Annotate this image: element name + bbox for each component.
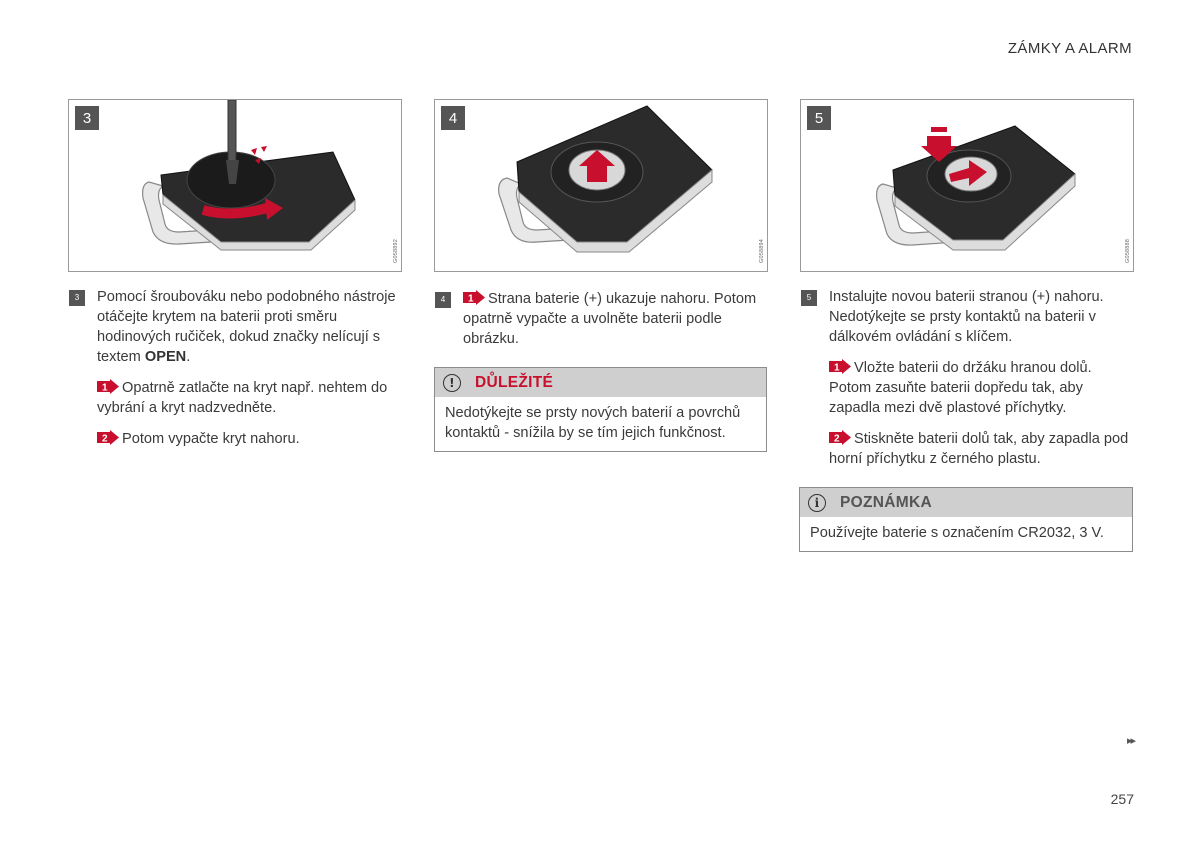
step-number-badge: 4 [435,292,451,308]
key-fob-illustration [69,100,402,272]
substep-1: 1 Vložte baterii do držáku hranou dolů. Potom zasuňte baterii dopředu tak, aby zapadla mezi dvě plastové příchytky. [829,360,1092,416]
arrow-number-1-icon [829,359,851,374]
continue-marker: ▸▸ [1126,735,1134,747]
step-5-text: 5 Instalujte novou baterii stranou (+) nahoru. Nedotýkejte se prsty kontaktů na baterii v dálkovém ovládání s klíčem. [801,287,1133,347]
step-4-section [435,289,767,452]
section-title: ZÁMKY A ALARM [1007,40,1132,57]
step-3-text: 3 Pomocí šroubováku nebo podobného nástroje otáčejte krytem na baterii proti směru hodinových ručiček, dokud značky nelícují s textem OPEN. [69,287,405,367]
warning-box [434,367,767,452]
note-title: POZNÁMKA [840,493,932,511]
svg-text:1: 1 [834,362,840,374]
substep-1: 1 Opatrně zatlačte na kryt např. nehtem do vybrání a kryt nadzvedněte. [97,380,388,416]
page-number: 257 [1110,791,1134,807]
figure-code: G058894 [759,238,765,263]
arrow-number-2-icon [97,430,119,445]
info-icon: i [808,494,826,512]
warning-title: DŮLEŽITÉ [475,373,554,391]
key-fob-illustration [801,100,1134,272]
svg-text:1: 1 [468,293,474,305]
figure-install-battery [800,99,1134,272]
step-3-section [69,287,405,449]
arrow-number-2-icon [829,430,851,445]
figure-code: G058888 [1125,238,1131,263]
step-4-text: 4 1 Strana baterie (+) ukazuje nahoru. Potom opatrně vypačte a uvolněte baterii podle obrázku. [435,289,767,349]
exclamation-icon: ! [443,374,461,392]
note-box [799,487,1133,552]
figure-number-badge: 3 [75,106,99,130]
substep-2: 2 Stiskněte baterii dolů tak, aby zapadla pod horní příchytku z černého plastu. [829,431,1129,467]
step-number-badge: 3 [69,290,85,306]
note-text: Používejte baterie s označením CR2032, 3 V. [810,525,1104,541]
step-number-badge: 5 [801,290,817,306]
arrow-number-1-icon [97,379,119,394]
svg-text:2: 2 [834,433,840,445]
figure-number-badge: 5 [807,106,831,130]
figure-code: G058892 [393,238,399,263]
figure-number-badge: 4 [441,106,465,130]
svg-text:2: 2 [102,433,108,445]
open-label: OPEN [144,349,187,365]
warning-header [435,368,766,397]
figure-release-battery [434,99,768,272]
arrow-number-1-icon [463,290,485,305]
step-5-section [801,287,1133,552]
substep-2: 2 Potom vypačte kryt nahoru. [69,429,405,449]
key-fob-illustration [435,100,768,272]
figure-remove-cover [68,99,402,272]
note-header [800,488,1132,517]
warning-text: Nedotýkejte se prsty nových baterií a povrchů kontaktů - snížila by se tím jejich funkčnost. [445,405,741,441]
svg-text:1: 1 [102,382,108,394]
